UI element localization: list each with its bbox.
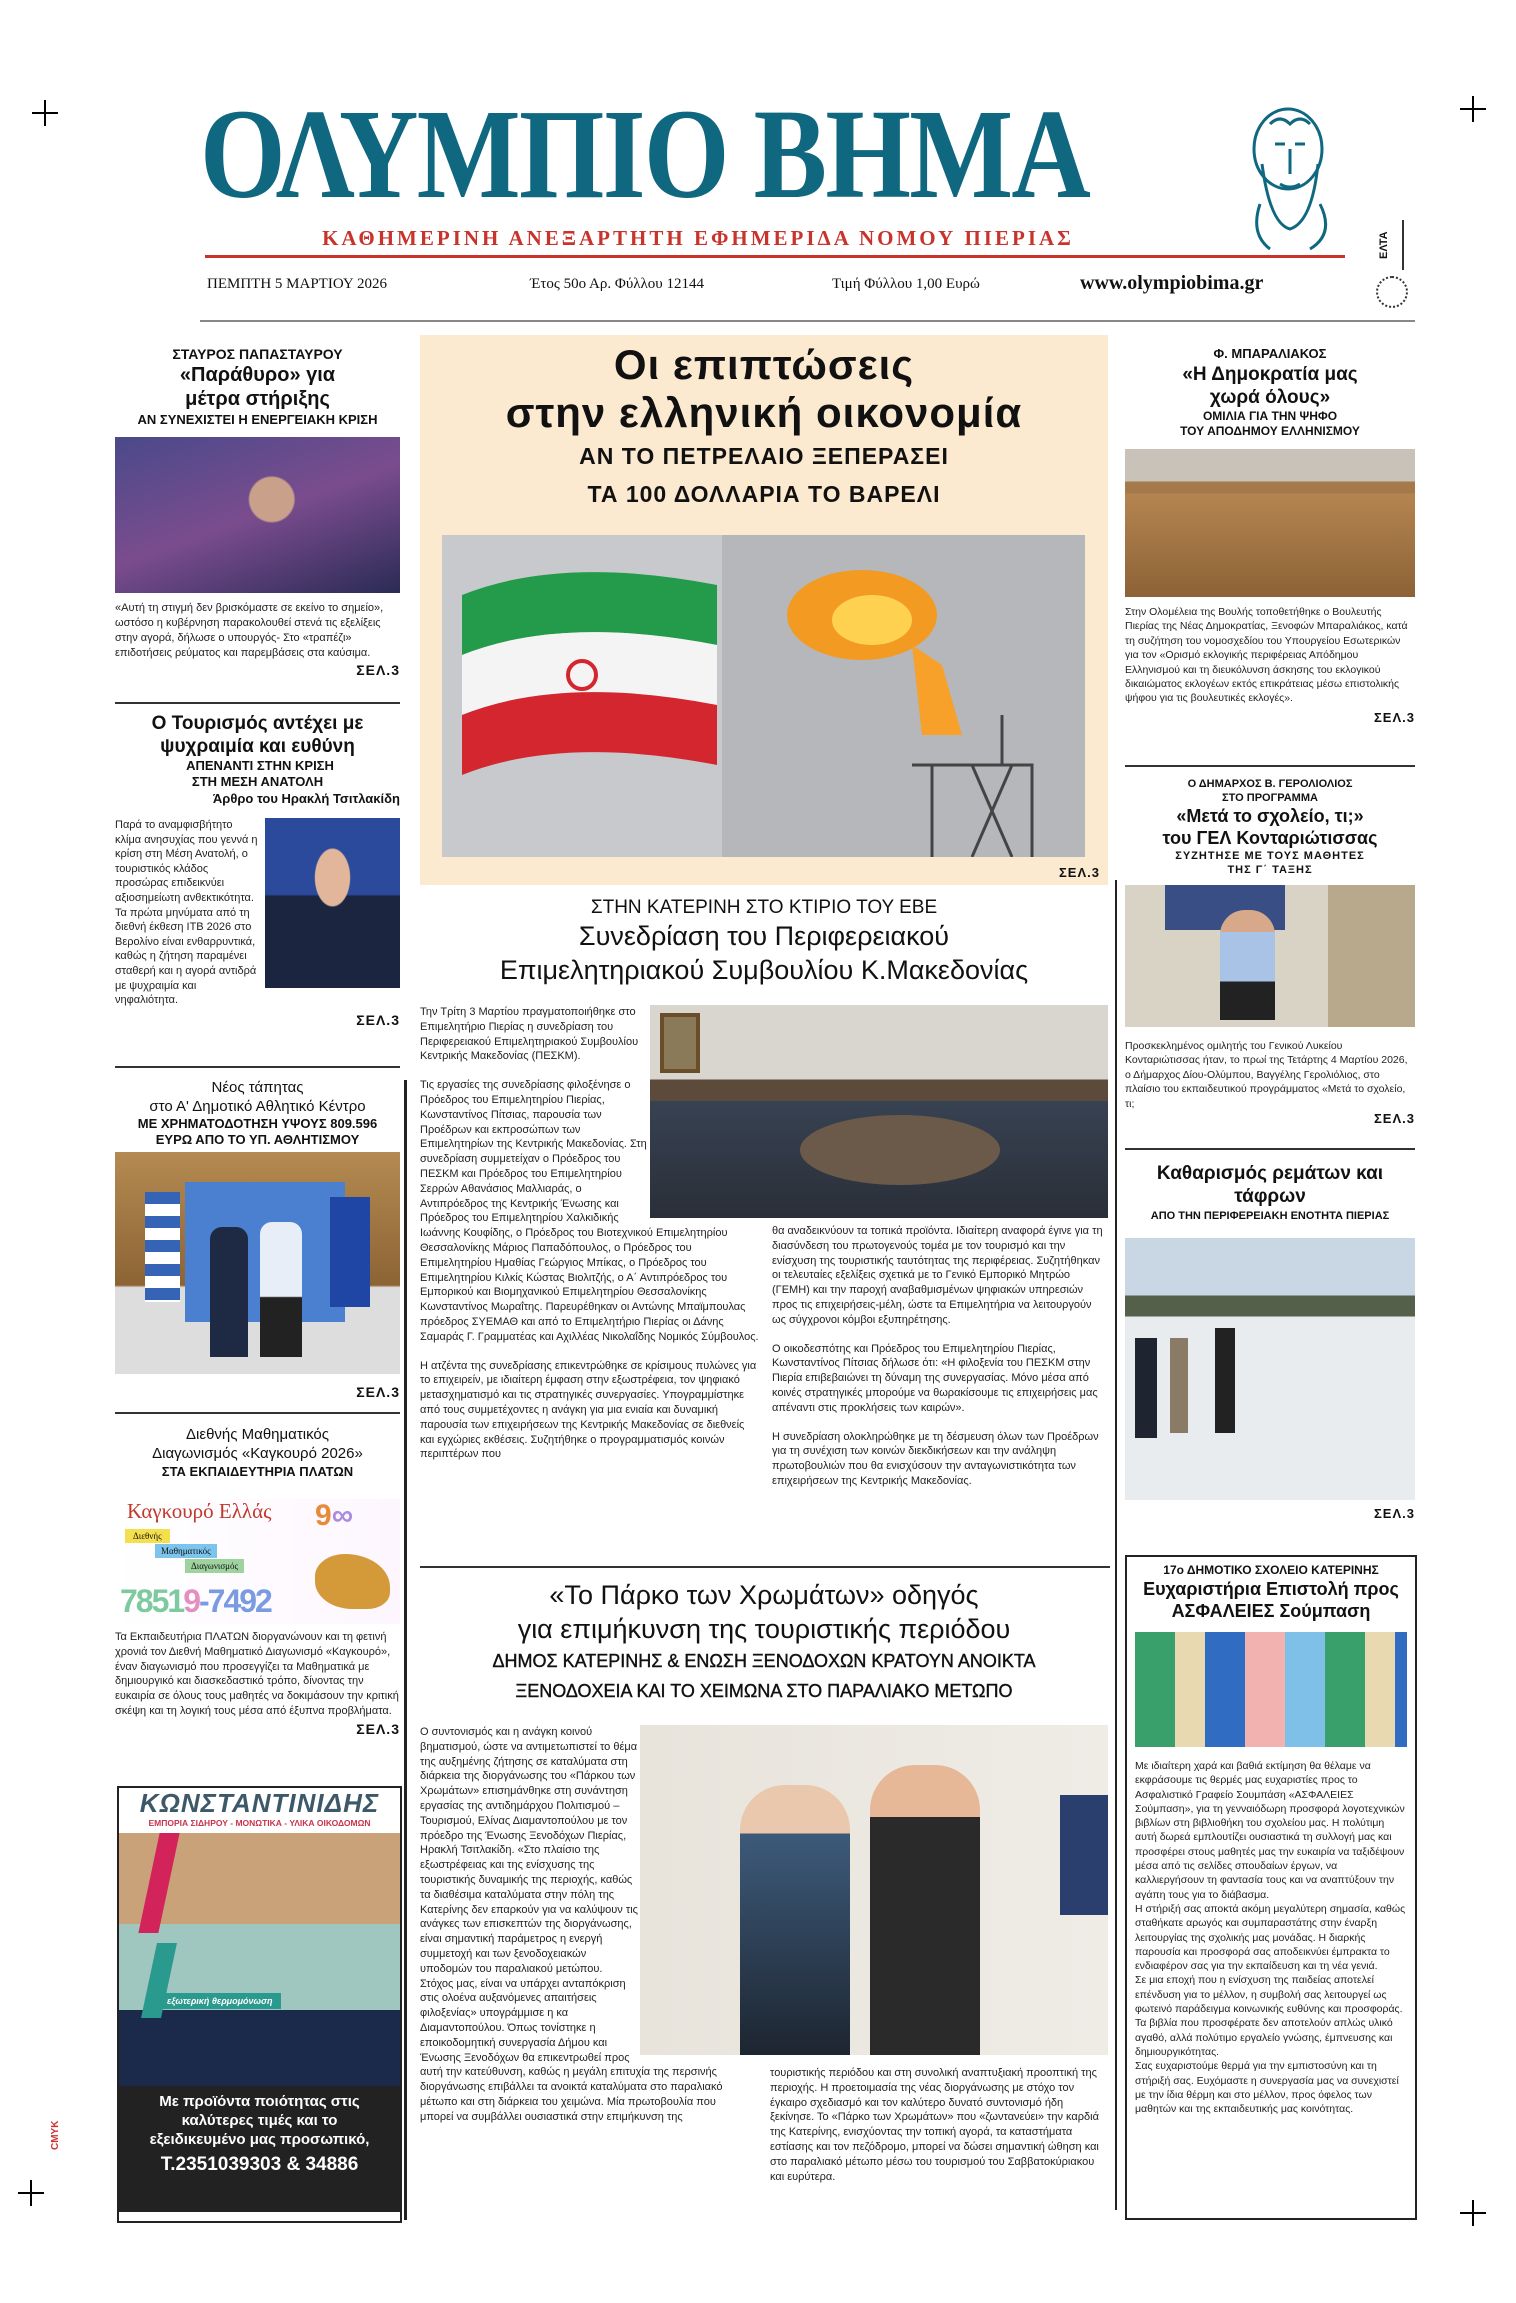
article-stream-cleaning[interactable]	[1125, 1162, 1415, 1521]
headline[interactable]: Νέος τάπητας	[211, 1079, 304, 1096]
paragraph: τουριστικής περιόδου και στη συνολική αναπτυξιακή προοπτική της περιοχής. Η προετοιμασία της νέας διοργάνωσης με στόχο τον έγκαιρο σχεδιασμό και τον καλύτερο δυνατό συντονισμό ήδη ξεκίνησε. Το «Πάρκο των Χρωμάτων» που «ζωντανεύει» την καρδιά της Κατερίνης, ενισχύοντας την τοπική αγορά, τα καταστήματα εστίασης και τον πεζόδρομο, μπορεί να δώσει σημαντική ώθηση και στο παραλιακό μέτωπο μέσω του τουρισμού του Σαββατοκύριακου και ευρύτερα.	[770, 2067, 1099, 2183]
ad-brand: ΚΩΝΣΤΑΝΤΙΝΙΔΗΣ	[139, 1788, 380, 1818]
subheadline: ΟΜΙΛΙΑ ΓΙΑ ΤΗΝ ΨΗΦΟ	[1202, 409, 1338, 423]
cmyk-mark: CMYK	[50, 2120, 61, 2150]
paragraph: Η στήριξή σας αποκτά ακόμη μεγαλύτερη σημασία, καθώς σταθήκατε αρωγός και συμπαραστάτης στην έναρξη λειτουργίας της σχολικής μας μονάδας. Η διαρκής παρουσία και προσφορά σας αποδεικνύει έμπρακτα το ενδιαφέρον σας για την εκπαίδευση και τη νέα γενιά.	[1135, 1902, 1406, 1973]
headline[interactable]: στο Α' Δημοτικό Αθλητικό Κέντρο	[149, 1098, 366, 1115]
divider	[420, 1566, 1110, 1568]
lead-subheadline: ΑΝ ΤΟ ΠΕΤΡΕΛΑΙΟ ΞΕΠΕΡΑΣΕΙ	[579, 443, 949, 469]
headline[interactable]: «Μετά το σχολείο, τι;»	[1176, 806, 1364, 826]
elta-logo: ΕΛΤΑ	[1378, 220, 1404, 270]
article-summary: Προσκεκλημένος ομιλητής του Γενικού Λυκείου Κονταριώτισσας ήταν, το πρωί της Τετάρτης 4 Μαρτίου 2026, ο Δήμαρχος Δίου-Ολύμπου, Βαγγέλης Γερολιόλιος, στο πλαίσιο του εκπαιδευτικού προγράμματος «Μετά το σχολείο, τι;	[1125, 1040, 1408, 1110]
divider	[1125, 1148, 1415, 1150]
paragraph: Η συνεδρίαση ολοκληρώθηκε με τη δέσμευση όλων των Προέδρων για τη συνέχιση των κοινών διεκδικήσεων και την ανάληψη πρωτοβουλιών που θα ενισχύσουν την ανταγωνιστικότητα των επιχειρήσεων της Κεντρικής Μακεδονίας.	[772, 1430, 1099, 1487]
kicker: ΣΤΑΥΡΟΣ ΠΑΠΑΣΤΑΥΡΟΥ	[172, 346, 343, 362]
article-tourism[interactable]	[115, 712, 400, 1028]
paragraph: Σε μια εποχή που η ενίσχυση της παιδείας αποτελεί επένδυση για το μέλλον, η συμβολή σας λειτουργεί ως φωτεινό παράδειγμα κοινωνικής ευθύνης και προσφοράς. Τα βιβλία που προσφέρατε δεν αποτελούν απλώς υλικό αγαθό, αλλά πολύτιμο εργαλείο γνώσης, έμπνευσης και δημιουργικότητας.	[1135, 1974, 1403, 2058]
headline[interactable]: Συνεδρίαση του Περιφερειακού	[578, 921, 950, 951]
kicker: ΣΤΗΝ ΚΑΤΕΡΙΝΗ ΣΤΟ ΚΤΙΡΙΟ ΤΟΥ ΕΒΕ	[590, 897, 938, 918]
subheadline: ΑΠΟ ΤΗΝ ΠΕΡΙΦΕΡΕΙΑΚΗ ΕΝΟΤΗΤΑ ΠΙΕΡΙΑΣ	[1150, 1210, 1390, 1222]
article-summary: Στην Ολομέλεια της Βουλής τοποθετήθηκε ο Βουλευτής Πιερίας της Νέας Δημοκρατίας, Ξενοφών Μπαραλιάκος, κατά τη συζήτηση του νομοσχεδίου του Υπουργείου Εσωτερικών για τον «Ορισμό εκλογικής περιφέρειας Απόδημου Ελληνισμού και τη διευκόλυνση άσκησης του εκλογικού δικαιώματος εκλογέων εκτός επικράτειας μέσω επιστολικής ψήφου για τις βουλευτικές εκλογές».	[1125, 606, 1408, 705]
subheadline: ΣΤΑ ΕΚΠΑΙΔΕΥΤΗΡΙΑ ΠΛΑΤΩΝ	[161, 1464, 354, 1479]
contest-label: Διαγωνισμός	[185, 1559, 244, 1573]
subheadline: ΞΕΝΟΔΟΧΕΙΑ ΚΑΙ ΤΟ ΧΕΙΜΩΝΑ ΣΤΟ ΠΑΡΑΛΙΑΚΟ ΜΕΤΩΠΟ	[515, 1681, 1013, 1701]
divider	[115, 1066, 400, 1068]
headline[interactable]: Ευχαριστήρια Επιστολή προς ΑΣΦΑΛΕΙΕΣ Σούμπαση	[1143, 1579, 1399, 1621]
paragraph: Ο συντονισμός και η ανάγκη κοινού βηματισμού, ώστε να αντιμετωπιστεί το θέμα της αυξημένης ζήτησης σε καταλύματα στη διάρκεια της διοργάνωσης του «Πάρκου των Χρωμάτων» επισημάνθηκε στη συνάντηση εργασίας της αντιδημάρχου Πολιτισμού – Τουρισμού, Ελίνας Διαμαντοπούλου με τον πρόεδρο της Ένωσης Ξενοδόχων Πιερίας, Ηρακλή Τσιτλακίδη. «Στο πλαίσιο της εξωστρέφειας και της ενίσχυσης της τουριστικής δυναμικής της περιοχής, καθώς τα διαθέσιμα καταλύματα στην πόλη της Κατερίνης δεν επαρκούν για να καλύψουν τις ανάγκες των επισκεπτών της διοργάνωσης, είναι σημαντική παράμετρος η ενεργή συμμετοχή και των ξενοδοχειακών υποδομών του παραλιακού μετώπου. Στόχος μας, είναι να υπάρχει ανταπόκριση στις ολοένα αυξανόμενες απαιτήσεις φιλοξενίας» υπογράμμισε η κα Διαμαντοπούλου. Όπως τονίστηκε η εποικοδομητική συνεργασία Δήμου και Ένωσης Ξενοδόχων θα επικεντρωθεί προς αυτή την κατεύθυνση, καθώς η μεγάλη επιτυχία της περσινής διοργάνωσης επιβάλλει τα ανοικτά καταλύματα στο παραλιακό μέτωπο και στη διάρκεια του χειμώνα. Μία πρωτοβουλία που μπορεί να συμβάλλει ουσιαστικά στην επιμήκυνση της	[420, 1726, 723, 2123]
page-ref[interactable]: ΣΕΛ.3	[1059, 865, 1100, 880]
subheadline: ΣΥΖΗΤΗΣΕ ΜΕ ΤΟΥΣ ΜΑΘΗΤΕΣ	[1175, 850, 1365, 862]
article-summary: «Αυτή τη στιγμή δεν βρισκόμαστε σε εκείνο το σημείο», ωστόσο η κυβέρνηση παρακολουθεί στενά τις εξελίξεις στην αγορά, δήλωσε ο υπουργός- Στο «τραπέζι» επιδοτήσεις ρεύματος και παρεμβάσεις στα καύσιμα.	[115, 602, 384, 659]
issue-number: Έτος 50ο Αρ. Φύλλου 12144	[530, 276, 704, 292]
article-summary: Τα Εκπαιδευτήρια ΠΛΑΤΩΝ διοργανώνουν και τη φετινή χρονιά τον Διεθνή Μαθηματικό Διαγωνισμό «Καγκουρό», έναν διαγωνισμό που προσεγγίζει τα Μαθηματικά με δημιουργικό και διασκεδαστικό τρόπο, δίνοντας την ευκαιρία σε όλους τους μαθητές να δοκιμάσουν την κριτική σκέψη και τη λογική τους μέσα από έξυπνα προβλήματα.	[115, 1631, 399, 1717]
headline[interactable]: Διεθνής Μαθηματικός	[186, 1426, 329, 1443]
page-ref[interactable]: ΣΕΛ.3	[1374, 1111, 1415, 1127]
numbers-decoration: 9∞	[315, 1499, 354, 1532]
page-ref[interactable]: ΣΕΛ.3	[1374, 1506, 1415, 1521]
subheadline: ΕΥΡΩ ΑΠΟ ΤΟ ΥΠ. ΑΘΛΗΤΙΣΜΟΥ	[155, 1132, 360, 1147]
divider	[200, 320, 1415, 322]
divider	[115, 1412, 400, 1414]
subheadline: ΤΗΣ Γ΄ ΤΑΞΗΣ	[1227, 864, 1313, 876]
kicker: Φ. ΜΠΑΡΑΛΙΑΚΟΣ	[1213, 346, 1327, 361]
headline[interactable]: Επιμελητηριακού Συμβουλίου Κ.Μακεδονίας	[499, 955, 1029, 985]
paragraph: Την Τρίτη 3 Μαρτίου πραγματοποιήθηκε στο Επιμελητήριο Πιερίας η συνεδρίαση του Περιφερειακού Επιμελητηριακού Συμβουλίου Κεντρικής Μακεδονίας (ΠΕΣΚΜ).	[420, 1006, 639, 1063]
article-body-col1	[420, 1005, 760, 1462]
column-divider	[1115, 880, 1117, 2210]
headline[interactable]: Ο Τουρισμός αντέχει με ψυχραιμία και ευθύνη	[151, 713, 364, 757]
ad-slogan: Με προϊόντα ποιότητας στις καλύτερες τιμές και το εξειδικευμένο μας προσωπικό,	[149, 2093, 370, 2148]
parliament-photo	[1125, 449, 1415, 597]
column-divider	[404, 1080, 407, 2220]
headline[interactable]: «Το Πάρκο των Χρωμάτων» οδηγός	[549, 1580, 979, 1610]
minister-photo	[115, 437, 400, 593]
letter-body	[1135, 1759, 1407, 2116]
books-photo	[1135, 1632, 1407, 1747]
newspaper-title: ΟΛΥΜΠΙΟ ΒΗΜΑ	[200, 83, 1090, 225]
divider	[115, 702, 400, 704]
page-ref[interactable]: ΣΕΛ.3	[356, 662, 400, 678]
page-ref[interactable]: ΣΕΛ.3	[356, 1720, 400, 1737]
tagline: ΚΑΘΗΜΕΡΙΝΗ ΑΝΕΞΑΡΤΗΤΗ ΕΦΗΜΕΡΙΔΑ ΝΟΜΟΥ ΠΙΕΡΙΑΣ	[322, 226, 1074, 250]
subheadline: ΑΝ ΣΥΝΕΧΙΣΤΕΙ Η ΕΝΕΡΓΕΙΑΚΗ ΚΡΙΣΗ	[137, 412, 378, 427]
contest-label: Διεθνής	[125, 1529, 170, 1543]
ad-services: ΕΜΠΟΡΙΑ ΣΙΔΗΡΟΥ - ΜΟΝΩΤΙΚΑ - ΥΛΙΚΑ ΟΙΚΟΔΟΜΩΝ	[148, 1818, 371, 1828]
postal-seal-icon	[1376, 276, 1408, 308]
iran-flag-oil-flare-photo	[442, 535, 1085, 857]
zeus-bust-logo-icon	[1240, 104, 1340, 254]
crop-mark	[1460, 2200, 1486, 2226]
article-chamber-meeting[interactable]	[420, 897, 1108, 987]
crop-mark	[18, 2180, 44, 2206]
page-ref[interactable]: ΣΕΛ.3	[356, 1384, 400, 1400]
article-baraliakos[interactable]	[1125, 345, 1415, 725]
paragraph: θα αναδεικνύουν τα τοπικά προϊόντα. Ιδιαίτερη αναφορά έγινε για τη διασύνδεση του πρωτογενούς τομέα με τον τουρισμό και την ενίσχυση της τουριστικής ταυτότητας της περιφέρειας. Συζητήθηκαν οι τελευταίες εξελίξεις σχετικά με το Γενικό Εμπορικό Μητρώο (ΓΕΜΗ) και την παροχή αναβαθμισμένων ψηφιακών υπηρεσιών προς τις επιχειρήσεις-μέλη, ώστε τα Επιμελητήρια να λειτουργούν ως σύγχρονοι κόμβοι εξυπηρέτησης.	[772, 1225, 1103, 1326]
kicker: ΣΤΟ ΠΡΟΓΡΑΜΜΑ	[1222, 792, 1318, 804]
headline[interactable]: για επιμήκυνση της τουριστικής περιόδου	[517, 1614, 1011, 1644]
author-photo	[265, 818, 400, 988]
article-summary: Παρά το αναμφισβήτητο κλίμα ανησυχίας που γεννά η κρίση στη Μέση Ανατολή, ο τουριστικός κλάδος προσώρας επιδεικνύει αξιοσημείωτη ανθεκτικότητα. Τα πρώτα μηνύματα από τη διεθνή έκθεση ITB 2026 στο Βερολίνο είναι ενθαρρυντικά, καθώς η ζήτηση παραμένει σταθερή και η αγορά αντιδρά με ψυχραιμία και νηφαλιότητα.	[115, 819, 258, 1007]
classroom-photo	[1125, 885, 1415, 1027]
website-link[interactable]: www.olympiobima.gr	[1080, 272, 1264, 294]
article-body-col1	[420, 1725, 742, 2125]
headline[interactable]: του ΓΕΛ Κονταριώτισσας	[1162, 828, 1378, 848]
stream-cleaning-photo	[1125, 1238, 1415, 1500]
article-kangaroo[interactable]	[115, 1425, 400, 1737]
byline: Άρθρο του Ηρακλή Τσιτλακίδη	[212, 791, 400, 806]
ad-badge: εξωτερική θερμομόνωση	[159, 1993, 281, 2009]
poster	[1060, 1795, 1108, 1915]
greek-flag-icon	[145, 1192, 180, 1302]
paragraph: Τις εργασίες της συνεδρίασης φιλοξένησε ο Πρόεδρος του Επιμελητηρίου Πιερίας, Κωνσταντίνος Πίτσιας, παρουσία των Προέδρων και εκπροσώπων των Επιμελητηρίων της Κεντρικής Μακεδονίας. Στη συνεδρίαση συμμετείχαν ο Πρόεδρος του ΠΕΣΚΜ και Πρόεδρος του Επιμελητηρίου Σερρών Αθανάσιος Μαλλιαράς, ο Αντιπρόεδρος της Κεντρικής Ένωσης και Πρόεδρος του Επιμελητηρίου Χαλκιδικής Ιωάννης Κουφίδης, ο Πρόεδρος του Βιοτεχνικού Επιμελητηρίου Θεσσαλονίκης Μάριος Παπαδόπουλος, ο Πρόεδρος του Επιμελητηρίου Ημαθίας Γεώργιος Μπίκας, ο Πρόεδρος του Επιμελητηρίου Κιλκίς Κώστας Βιολιτζής, ο Α΄ Αντιπρόεδρος του Εμπορικού και Βιομηχανικού Επιμελητηρίου Θεσσαλονίκης Κωνσταντίνος Μωραΐτης. Παρευρέθηκαν οι Αντώνης Μπαϊμπουλας πρόεδρος ΣΥΕΜΑΘ και από το Επιμελητήριο Πιερίας οι Δάνης Σαμαράς Γ. Γραμματέας και Αχιλλέας Νικολαΐδης Νομικός Σύμβουλος.	[420, 1079, 759, 1343]
headline[interactable]: «Η Δημοκρατία μας χωρά όλους»	[1182, 364, 1358, 408]
article-body-col2	[772, 1224, 1108, 1489]
paragraph: Σας ευχαριστούμε θερμά για την εμπιστοσύνη και τη στήριξή σας. Ευχόμαστε η συνεργασία μας να συνεχιστεί με την ίδια θέρμη και στο μέλλον, προς όφελος των μαθητών και της εκπαιδευτικής μας κοινότητας.	[1135, 2060, 1399, 2116]
kangaroo-icon	[315, 1554, 390, 1609]
divider	[1125, 765, 1415, 767]
crop-mark	[32, 100, 58, 126]
ministry-photo	[115, 1152, 400, 1374]
paragraph: Ο οικοδεσπότης και Πρόεδρος του Επιμελητηρίου Πιερίας, Κωνσταντίνος Πίτσιας δήλωσε ότι: «Η φιλοξενία του ΠΕΣΚΜ στην Πιερία επιβεβαιώνει τη δύναμη της συνεργασίας. Μόνο μέσα από κοινές στρατηγικές μπορούμε να θωρακίσουμε τις επιχειρήσεις μας απέναντι στις προκλήσεις των καιρών».	[772, 1342, 1098, 1414]
page-ref[interactable]: ΣΕΛ.3	[356, 1011, 400, 1028]
subheadline: ΣΤΗ ΜΕΣΗ ΑΝΑΤΟΛΗ	[191, 774, 324, 789]
crop-mark	[1460, 96, 1486, 122]
subheadline: ΑΠΕΝΑΝΤΙ ΣΤΗΝ ΚΡΙΣΗ	[186, 758, 334, 773]
issue-date: ΠΕΜΠΤΗ 5 ΜΑΡΤΙΟΥ 2026	[207, 276, 387, 292]
lead-headline[interactable]: Οι επιπτώσεις	[613, 341, 915, 388]
article-thank-you-letter[interactable]	[1125, 1555, 1417, 2220]
eu-flag-icon	[330, 1197, 370, 1307]
issue-price: Τιμή Φύλλου 1,00 Ευρώ	[832, 276, 980, 292]
article-sports-center[interactable]	[115, 1078, 400, 1400]
lead-story[interactable]	[420, 335, 1108, 885]
contest-label: Μαθηματικός	[155, 1544, 217, 1558]
lead-subheadline: ΤΑ 100 ΔΟΛΛΑΡΙΑ ΤΟ ΒΑΡΕΛΙ	[587, 481, 941, 507]
lead-headline[interactable]: στην ελληνική οικονομία	[505, 389, 1023, 436]
page-ref[interactable]: ΣΕΛ.3	[1374, 709, 1415, 725]
article-papastavrou[interactable]	[115, 345, 400, 678]
kangaroo-contest-image	[115, 1499, 400, 1624]
subheadline: ΜΕ ΧΡΗΜΑΤΟΔΟΤΗΣΗ ΥΨΟΥΣ 809.596	[137, 1116, 378, 1131]
ad-phone[interactable]: Τ.2351039303 & 34886	[160, 2154, 359, 2175]
numbers-decoration: 78519-7492	[120, 1583, 271, 1619]
article-geroliolios[interactable]	[1125, 777, 1415, 1126]
headline[interactable]: Διαγωνισμός «Καγκουρό 2026»	[152, 1445, 363, 1462]
konstantinidis-ad[interactable]	[117, 1786, 402, 2223]
subheadline: ΤΟΥ ΑΠΟΔΗΜΟΥ ΕΛΛΗΝΙΣΜΟΥ	[1180, 424, 1360, 438]
ad-image	[119, 1833, 400, 2086]
kicker: Ο ΔΗΜΑΡΧΟΣ Β. ΓΕΡΟΛΙΟΛΙΟΣ	[1187, 778, 1353, 790]
contest-logo-text: Καγκουρό Ελλάς	[127, 1499, 272, 1523]
article-color-park[interactable]	[420, 1578, 1108, 1706]
subheadline: ΔΗΜΟΣ ΚΑΤΕΡΙΝΗΣ & ΕΝΩΣΗ ΞΕΝΟΔΟΧΩΝ ΚΡΑΤΟΥΝ ΑΝΟΙΚΤΑ	[492, 1651, 1036, 1671]
headline[interactable]: Καθαρισμός ρεμάτων και τάφρων	[1156, 1163, 1384, 1207]
headline[interactable]: «Παράθυρο» για μέτρα στήριξης	[179, 364, 336, 410]
divider	[205, 255, 1345, 258]
iran-flag-icon	[462, 572, 717, 775]
paragraph: Με ιδιαίτερη χαρά και βαθιά εκτίμηση θα θέλαμε να εκφράσουμε τις θερμές μας ευχαριστίες προς το Ασφαλιστικό Γραφείο Σουμπάση «ΑΣΦΑΛΕΙΕΣ Σούμπαση», για τη γενναιόδωρη προσφορά λογοτεχνικών βιβλίων στη βιβλιοθήκη του σχολείου μας. Η πολύτιμη αυτή δωρεά εμπλουτίζει ουσιαστικά τη συλλογή μας και προσφέρει στους μαθητές μας την ευκαιρία να ταξιδέψουν μέσα από τις σελίδες σπουδαίων έργων, να καλλιεργήσουν τη φαντασία τους και να αναπτύξουν την αγάπη τους για το διάβασμα.	[1135, 1760, 1405, 1901]
paragraph: Η ατζέντα της συνεδρίασης επικεντρώθηκε σε κρίσιμους πυλώνες για το επιχειρείν, με ιδιαίτερη έμφαση στην εξωστρέφεια, τον ψηφιακό μετασχηματισμό και τις στρατηγικές συνεργασίες. Υπογραμμίστηκε από τους συμμετέχοντες η ανάγκη για μια ενιαία και δυναμική παρουσία των επιχειρήσεων της Κεντρικής Μακεδονίας σε διεθνείς και εγχώριες εκθέσεις. Συζητήθηκε ο προγραμματισμός κοινών περιπτέρων που	[420, 1359, 757, 1461]
kicker: 17ο ΔΗΜΟΤΙΚΟ ΣΧΟΛΕΙΟ ΚΑΤΕΡΙΝΗΣ	[1163, 1563, 1379, 1577]
article-body-col2	[770, 2066, 1108, 2184]
